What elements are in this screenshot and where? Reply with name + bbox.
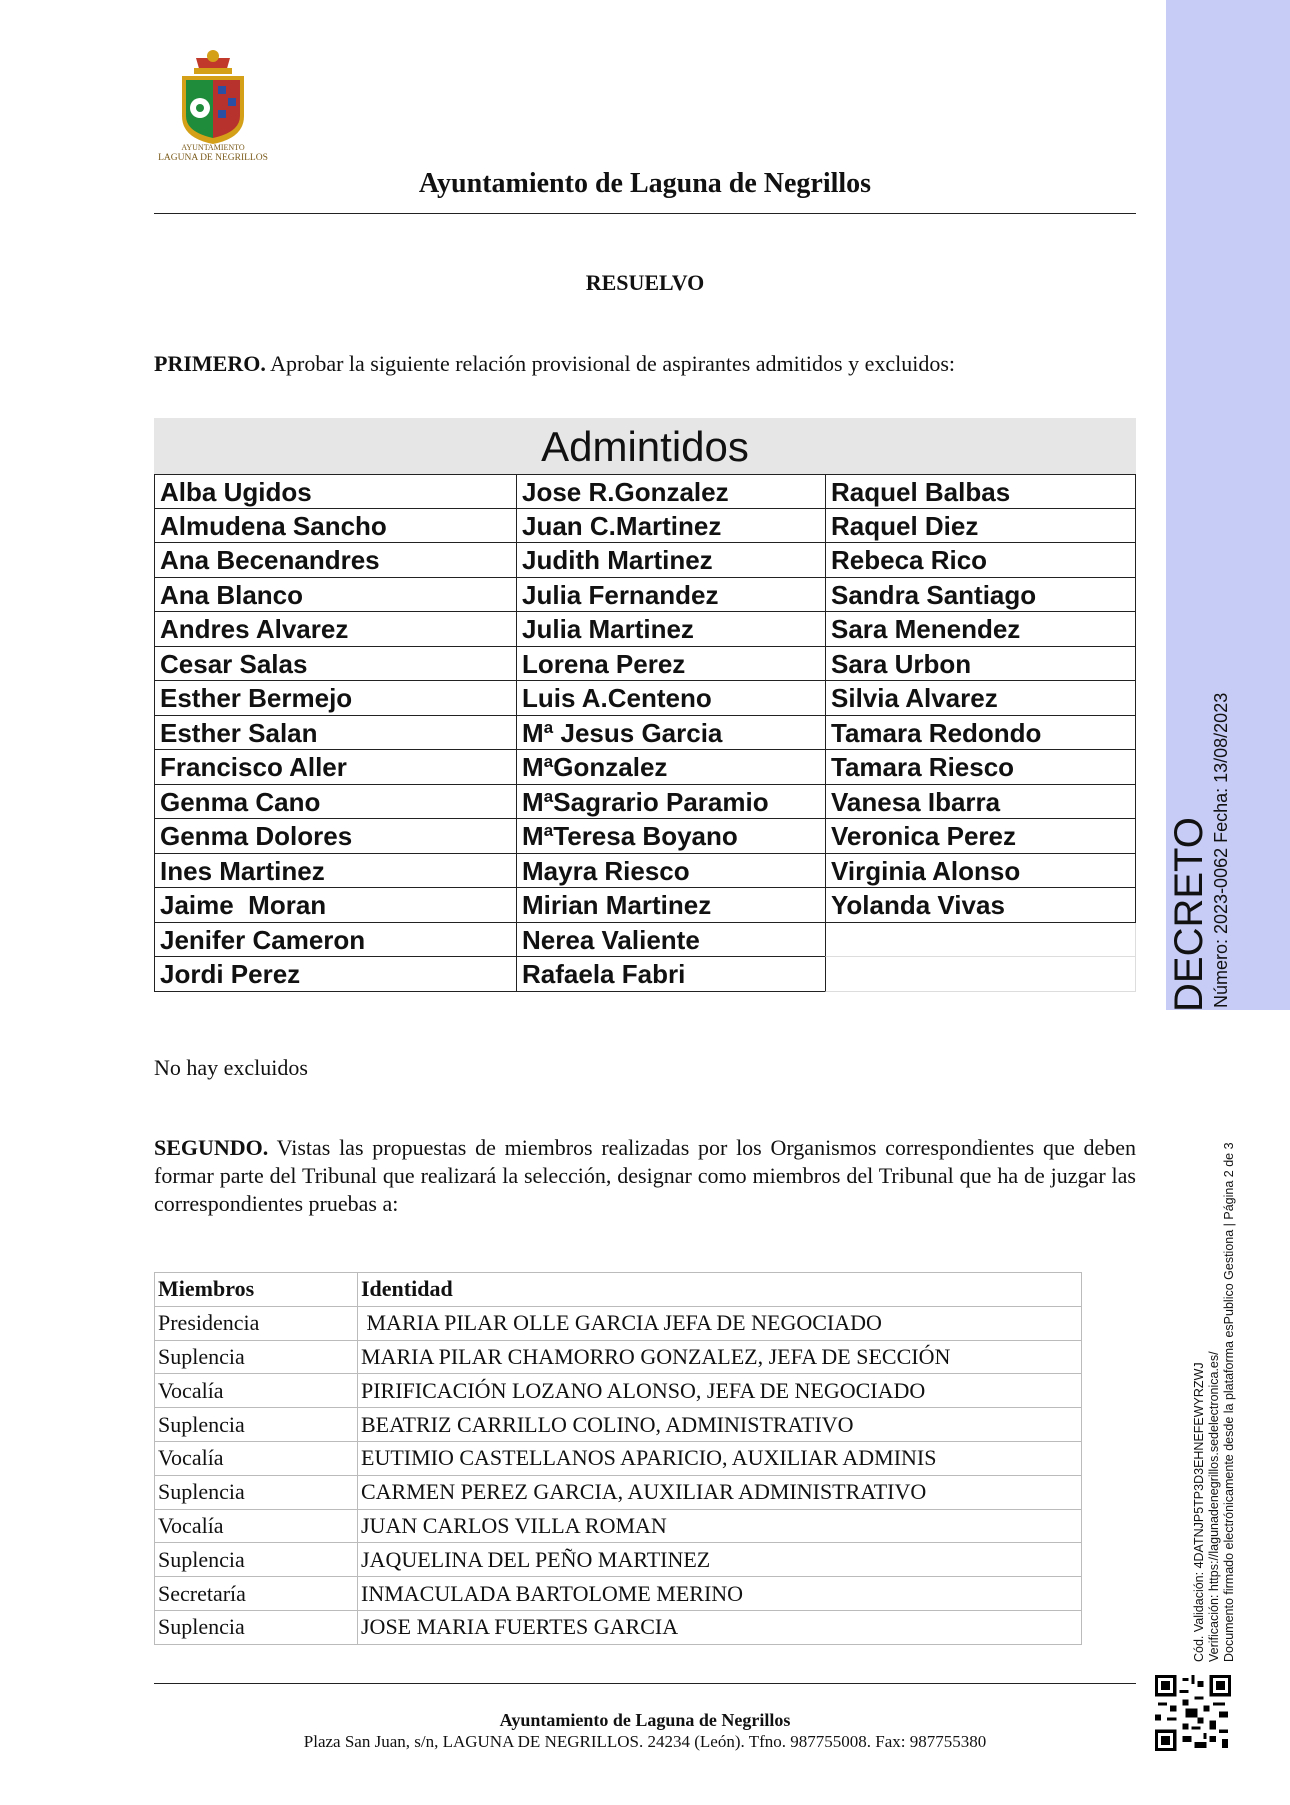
tribunal-role-cell: Suplencia [155, 1610, 358, 1644]
admitido-cell: Jaime Moran [154, 888, 516, 923]
tribunal-identity-cell: EUTIMIO CASTELLANOS APARICIO, AUXILIAR ADMINIS [358, 1441, 1082, 1475]
primero-text: Aprobar la siguiente relación provisional de aspirantes admitidos y excluidos: [265, 351, 955, 376]
tribunal-identity-cell: CARMEN PEREZ GARCIA, AUXILIAR ADMINISTRATIVO [358, 1475, 1082, 1509]
admitido-cell: Francisco Aller [154, 750, 516, 785]
footer-title: Ayuntamiento de Laguna de Negrillos [499, 1710, 791, 1730]
tribunal-row [155, 1577, 1082, 1611]
tribunal-row [155, 1340, 1082, 1374]
admitido-cell: Julia Fernandez [516, 578, 825, 613]
admitido-cell: Mª Jesus Garcia [516, 716, 825, 751]
excluidos-note: No hay excluidos [154, 1055, 308, 1080]
primero-label: PRIMERO. [154, 351, 266, 376]
admitido-cell: Lorena Perez [516, 647, 825, 682]
signature-note: Documento firmado electrónicamente desde la plataforma esPublico Gestiona | Página 2 de 3 [1222, 1142, 1236, 1662]
logo-caption-line2: LAGUNA DE NEGRILLOS [158, 153, 268, 163]
admitido-cell: Genma Cano [154, 785, 516, 820]
tribunal-role-cell: Suplencia [155, 1408, 358, 1442]
tribunal-body [155, 1306, 1082, 1644]
admitido-cell: Rafaela Fabri [516, 957, 825, 992]
admitido-cell: Jordi Perez [154, 957, 516, 992]
admitido-cell: Juan C.Martinez [516, 509, 825, 544]
footer-address: Plaza San Juan, s/n, LAGUNA DE NEGRILLOS. 24234 (León). Tfno. 987755008. Fax: 987755380 [303, 1732, 987, 1751]
admitido-cell: Vanesa Ibarra [825, 785, 1136, 820]
tribunal-role-cell: Suplencia [155, 1340, 358, 1374]
admitido-cell: Julia Martinez [516, 612, 825, 647]
tribunal-header-identidad: Identidad [358, 1273, 1082, 1307]
admitido-cell: Sara Urbon [825, 647, 1136, 682]
admitido-cell: Silvia Alvarez [825, 681, 1136, 716]
tribunal-row [155, 1543, 1082, 1577]
decreto-label: DECRETO [1167, 817, 1211, 1012]
admitido-cell: MªSagrario Paramio [516, 785, 825, 820]
validation-code: Cód. Validación: 4DATNJP5TP3D3EHNEFEWYRZWJ [1192, 1362, 1206, 1662]
primero-paragraph [154, 350, 1136, 378]
admitido-cell: Cesar Salas [154, 647, 516, 682]
tribunal-role-cell: Presidencia [155, 1306, 358, 1340]
tribunal-row [155, 1509, 1082, 1543]
tribunal-header-miembros: Miembros [155, 1273, 358, 1307]
admitido-cell: Raquel Diez [825, 509, 1136, 544]
tribunal-identity-cell: INMACULADA BARTOLOME MERINO [358, 1577, 1082, 1611]
resuelvo-heading: RESUELVO [585, 270, 705, 295]
admitidos-title: Admintidos [154, 418, 1136, 474]
admitido-cell: Genma Dolores [154, 819, 516, 854]
tribunal-role-cell: Vocalía [155, 1441, 358, 1475]
tribunal-role-cell: Suplencia [155, 1475, 358, 1509]
tribunal-role-cell: Vocalía [155, 1509, 358, 1543]
admitido-cell: Andres Alvarez [154, 612, 516, 647]
segundo-label: SEGUNDO. [154, 1135, 269, 1160]
admitido-cell: MªGonzalez [516, 750, 825, 785]
tribunal-role-cell: Secretaría [155, 1577, 358, 1611]
tribunal-role-cell: Suplencia [155, 1543, 358, 1577]
verification-url: Verificación: https://lagunadenegrillos.sedelectronica.es/ [1207, 1351, 1221, 1662]
page-title: Ayuntamiento de Laguna de Negrillos [418, 168, 872, 199]
tribunal-identity-cell: BEATRIZ CARRILLO COLINO, ADMINISTRATIVO [358, 1408, 1082, 1442]
footer-divider [154, 1683, 1136, 1684]
segundo-paragraph [154, 1134, 1136, 1218]
admitido-cell: Virginia Alonso [825, 854, 1136, 889]
tribunal-identity-cell: MARIA PILAR CHAMORRO GONZALEZ, JEFA DE SECCIÓN [358, 1340, 1082, 1374]
admitido-cell: Veronica Perez [825, 819, 1136, 854]
numero-fecha: Número: 2023-0062 Fecha: 13/08/2023 [1211, 692, 1231, 1008]
admitido-cell: Esther Bermejo [154, 681, 516, 716]
tribunal-row [155, 1475, 1082, 1509]
tribunal-identity-cell: JUAN CARLOS VILLA ROMAN [358, 1509, 1082, 1543]
admitido-cell: Almudena Sancho [154, 509, 516, 544]
admitido-cell [825, 923, 1136, 958]
admitido-cell: Esther Salan [154, 716, 516, 751]
admitido-cell: Mirian Martinez [516, 888, 825, 923]
tribunal-header-row [155, 1273, 1082, 1307]
tribunal-identity-cell: JAQUELINA DEL PEÑO MARTINEZ [358, 1543, 1082, 1577]
admitido-cell: Tamara Riesco [825, 750, 1136, 785]
admitido-cell: Ana Blanco [154, 578, 516, 613]
admitido-cell: Sandra Santiago [825, 578, 1136, 613]
admitido-cell: Mayra Riesco [516, 854, 825, 889]
admitidos-table [154, 418, 1136, 992]
logo-caption-line1: AYUNTAMIENTO [181, 143, 245, 152]
tribunal-identity-cell: MARIA PILAR OLLE GARCIA JEFA DE NEGOCIADO [358, 1306, 1082, 1340]
admitido-cell: Jose R.Gonzalez [516, 474, 825, 509]
tribunal-table [154, 1272, 1082, 1645]
tribunal-row [155, 1306, 1082, 1340]
admitido-cell: MªTeresa Boyano [516, 819, 825, 854]
admitido-cell: Yolanda Vivas [825, 888, 1136, 923]
admitido-cell: Raquel Balbas [825, 474, 1136, 509]
qr-code-icon [1155, 1675, 1231, 1751]
tribunal-identity-cell: PIRIFICACIÓN LOZANO ALONSO, JEFA DE NEGOCIADO [358, 1374, 1082, 1408]
tribunal-role-cell: Vocalía [155, 1374, 358, 1408]
admitido-cell: Judith Martinez [516, 543, 825, 578]
admitido-cell: Sara Menendez [825, 612, 1136, 647]
admitido-cell [825, 957, 1136, 992]
tribunal-identity-cell: JOSE MARIA FUERTES GARCIA [358, 1610, 1082, 1644]
admitidos-grid [154, 474, 1136, 992]
header-divider [154, 213, 1136, 214]
admitido-cell: Ines Martinez [154, 854, 516, 889]
admitido-cell: Luis A.Centeno [516, 681, 825, 716]
logo-caption [152, 143, 274, 163]
tribunal-row [155, 1441, 1082, 1475]
admitido-cell: Tamara Redondo [825, 716, 1136, 751]
admitido-cell: Nerea Valiente [516, 923, 825, 958]
tribunal-row [155, 1374, 1082, 1408]
segundo-text: Vistas las propuestas de miembros realizadas por los Organismos correspondientes que deben formar parte del Tribunal que realizará la selección, designar como miembros del Tribunal que ha de juzgar las correspondientes pruebas a: [154, 1135, 1136, 1216]
validation-info [1192, 1142, 1237, 1662]
admitido-cell: Jenifer Cameron [154, 923, 516, 958]
tribunal-row [155, 1610, 1082, 1644]
admitido-cell: Rebeca Rico [825, 543, 1136, 578]
admitido-cell: Alba Ugidos [154, 474, 516, 509]
admitido-cell: Ana Becenandres [154, 543, 516, 578]
tribunal-row [155, 1408, 1082, 1442]
